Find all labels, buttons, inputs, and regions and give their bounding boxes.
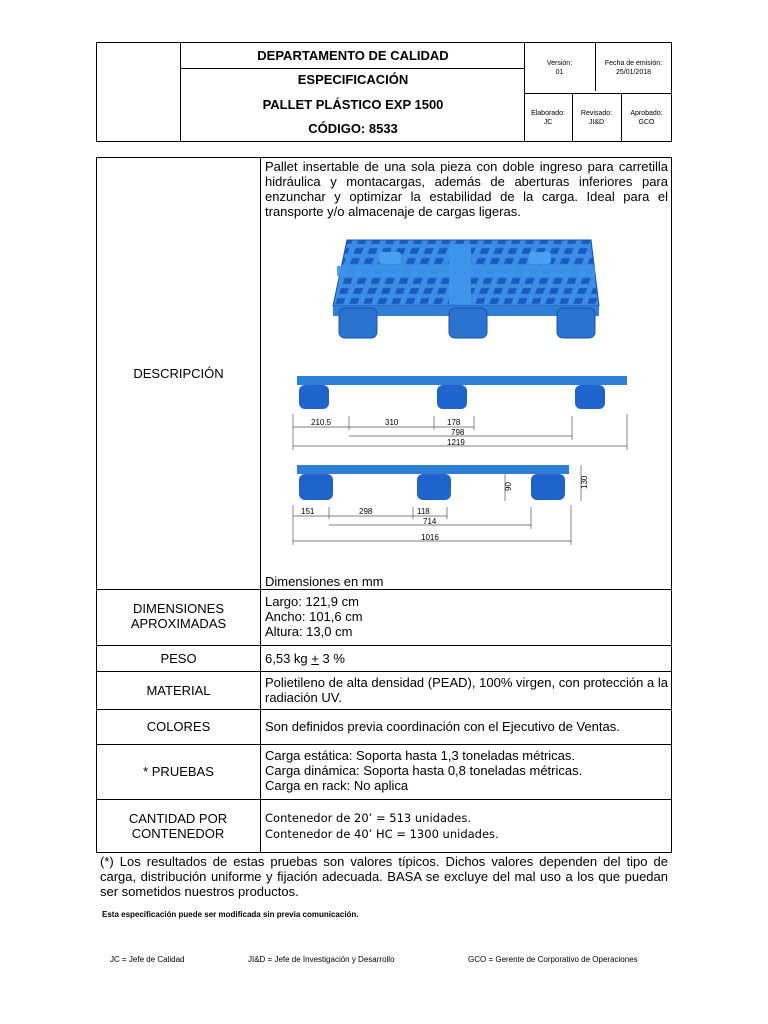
dim-714: 714 [423,517,437,526]
altura-value: Altura: 13,0 cm [265,624,353,639]
issue-date-label: Fecha de emisión: [604,60,663,67]
plus-minus-sign: + [311,651,319,666]
descripcion-label: DESCRIPCIÓN [133,366,224,381]
colores-value: Son definidos previa coordinación con el Ejecutivo de Ventas. [265,719,620,734]
dim-210-5: 210.5 [311,418,332,427]
version-label: Versión: [546,60,573,67]
pallet-3d-image [329,236,605,344]
dim-310: 310 [385,418,399,427]
legend-jc: JC = Jefe de Calidad [110,955,185,964]
peso-amount: 6,53 kg [265,651,308,666]
revisado-value: JI&D [588,119,605,126]
dimensiones-label: DIMENSIONES APROXIMADAS [130,601,227,631]
dimensions-unit-note: Dimensiones en mm [265,574,384,589]
product-name: PALLET PLÁSTICO EXP 1500 [262,97,444,112]
dim-151: 151 [301,507,315,516]
version-value: 01 [555,69,564,76]
document-type: ESPECIFICACIÓN [297,72,409,87]
pruebas-label: * PRUEBAS [143,764,214,779]
document-header [96,42,672,142]
legend-gco: GCO = Gerente de Corporativo de Operaciones [468,955,638,964]
peso-value [265,651,668,666]
cantidad-values [265,810,668,842]
material-label: MATERIAL [146,683,211,698]
dim-298: 298 [359,507,373,516]
product-code: CÓDIGO: 8533 [308,121,398,136]
peso-tolerance: 3 % [318,651,345,666]
aprobado-value: GCO [638,119,655,126]
descripcion-text: Pallet insertable de una sola pieza con doble ingreso para carretilla hidráulica y montacargas, además de aberturas inferiores para enzunchar y optimizar la estabilidad de la carga. Ideal para el transporte y/o almacenaje de cargas ligeras. [265,159,668,219]
legend-jid: JI&D = Jefe de Investigación y Desarrollo [248,955,395,964]
colores-label: COLORES [146,719,211,734]
material-value: Polietileno de alta densidad (PEAD), 100% virgen, con protección a la radiación UV. [265,675,668,705]
ancho-value: Ancho: 101,6 cm [265,609,363,624]
prueba-estatica: Carga estática: Soporta hasta 1,3 toneladas métricas. [265,748,576,763]
contenedor-40: Contenedor de 40’ HC = 1300 unidades. [265,827,499,841]
specification-table [96,157,672,853]
dimensiones-values [265,594,668,639]
pallet-side-drawing-width [289,461,609,549]
prueba-dinamica: Carga dinámica: Soporta hasta 0,8 toneladas métricas. [265,763,583,778]
dim-1016: 1016 [421,533,439,542]
dim-118: 118 [417,507,430,516]
dim-798: 798 [451,428,465,437]
revisado-label: Revisado: [580,110,613,117]
elaborado-label: Elaborado: [531,110,565,117]
department-title: DEPARTAMENTO DE CALIDAD [257,48,449,63]
elaborado-value: JC [543,119,553,126]
dim-90: 90 [504,482,513,491]
tests-footnote: (*) Los resultados de estas pruebas son valores típicos. Dichos valores dependen del tipo de carga, distribución uniforme y fijación adecuada. BASA se excluye del mal uso a los que puedan ser sometidos nuestros productos. [100,854,668,899]
prueba-rack: Carga en rack: No aplica [265,778,409,793]
contenedor-20: Contenedor de 20’ = 513 unidades. [265,811,472,825]
dim-1219: 1219 [447,438,465,447]
pallet-side-drawing-length [289,372,634,458]
peso-label: PESO [160,651,197,666]
modification-note: Esta especificación puede ser modificada sin previa comunicación. [102,910,359,919]
aprobado-label: Aprobado: [630,110,663,117]
issue-date-value: 25/01/2018 [615,69,652,76]
dim-178: 178 [447,418,461,427]
largo-value: Largo: 121,9 cm [265,594,359,609]
pruebas-values [265,748,668,793]
cantidad-label: CANTIDAD POR CONTENEDOR [128,811,228,841]
dim-130: 130 [580,475,589,489]
